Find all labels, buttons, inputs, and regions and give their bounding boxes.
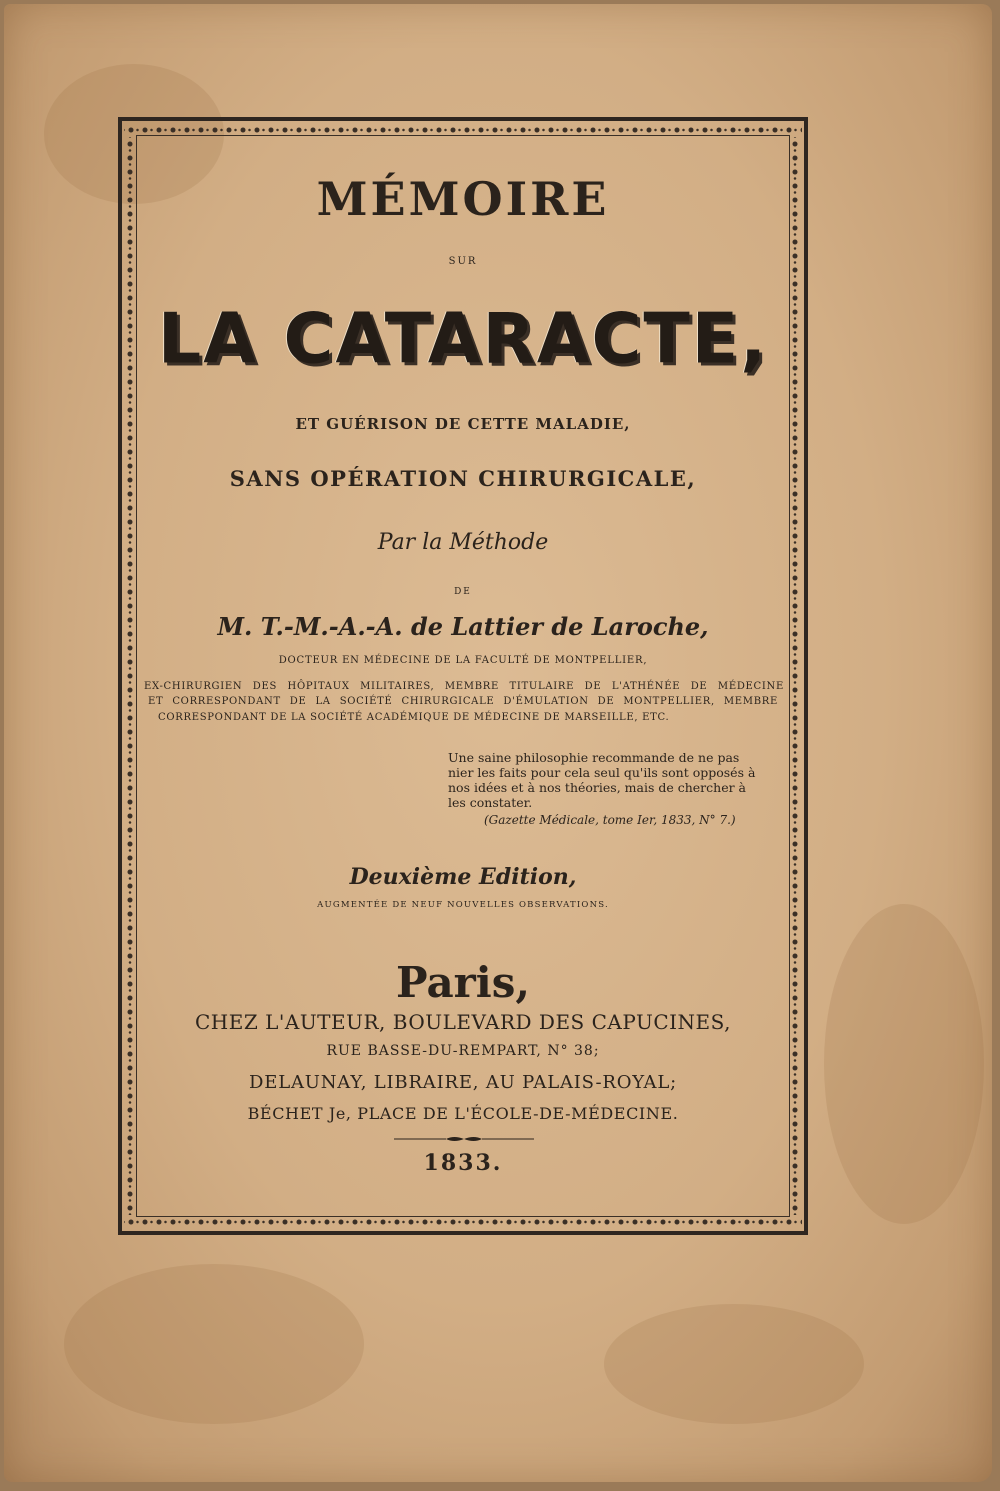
publisher-line: RUE BASSE-DU-REMPART, N° 38; bbox=[326, 1043, 600, 1059]
credential-line: EX-CHIRURGIEN DES HÔPITAUX MILITAIRES, MEMBRE TITULAIRE DE L'ATHÉNÉE DE MÉDECINE bbox=[144, 681, 784, 692]
publisher-line: BÉCHET Je, PLACE DE L'ÉCOLE-DE-MÉDECINE. bbox=[247, 1104, 679, 1123]
decorative-rule bbox=[394, 1135, 534, 1143]
city: Paris, bbox=[395, 958, 531, 1007]
subtitle-1: ET GUÉRISON DE CETTE MALADIE, bbox=[295, 415, 631, 433]
author-name: M. T.-M.-A.-A. de Lattier de Laroche, bbox=[217, 612, 709, 641]
edition-note: AUGMENTÉE DE NEUF NOUVELLES OBSERVATIONS. bbox=[317, 900, 609, 910]
credential-line: DOCTEUR EN MÉDECINE DE LA FACULTÉ DE MONTPELLIER, bbox=[278, 655, 648, 666]
ornament-band-bottom bbox=[124, 1215, 802, 1229]
title: MÉMOIRE bbox=[316, 172, 610, 226]
ornament-band-right bbox=[788, 137, 802, 1215]
credential-line: CORRESPONDANT DE LA SOCIÉTÉ ACADÉMIQUE DE MÉDECINE DE MARSEILLE, ETC. bbox=[158, 712, 670, 723]
publisher-line: DELAUNAY, LIBRAIRE, AU PALAIS-ROYAL; bbox=[249, 1072, 677, 1093]
epigraph-source: (Gazette Médicale, tome Ier, 1833, N° 7.) bbox=[484, 813, 736, 827]
publication-year: 1833. bbox=[423, 1150, 503, 1176]
edition: Deuxième Edition, bbox=[349, 864, 577, 890]
publisher-line: CHEZ L'AUTEUR, BOULEVARD DES CAPUCINES, bbox=[195, 1010, 731, 1034]
par-la-methode: Par la Méthode bbox=[377, 530, 549, 555]
credential-line: ET CORRESPONDANT DE LA SOCIÉTÉ CHIRURGICALE D'ÉMULATION DE MONTPELLIER, MEMBRE bbox=[148, 696, 778, 707]
title-page-content bbox=[144, 150, 784, 1202]
de-connector: DE bbox=[454, 587, 472, 597]
title-connector: SUR bbox=[448, 256, 478, 267]
main-title: LA CATARACTE, bbox=[157, 299, 769, 380]
epigraph-text: Une saine philosophie recommande de ne pas nier les faits pour cela seul qu'ils sont opposés à nos idées et à nos théories, mais de chercher à les constater. bbox=[448, 750, 756, 810]
subtitle-2: SANS OPÉRATION CHIRURGICALE, bbox=[229, 466, 697, 491]
ornament-band-left bbox=[123, 137, 137, 1215]
